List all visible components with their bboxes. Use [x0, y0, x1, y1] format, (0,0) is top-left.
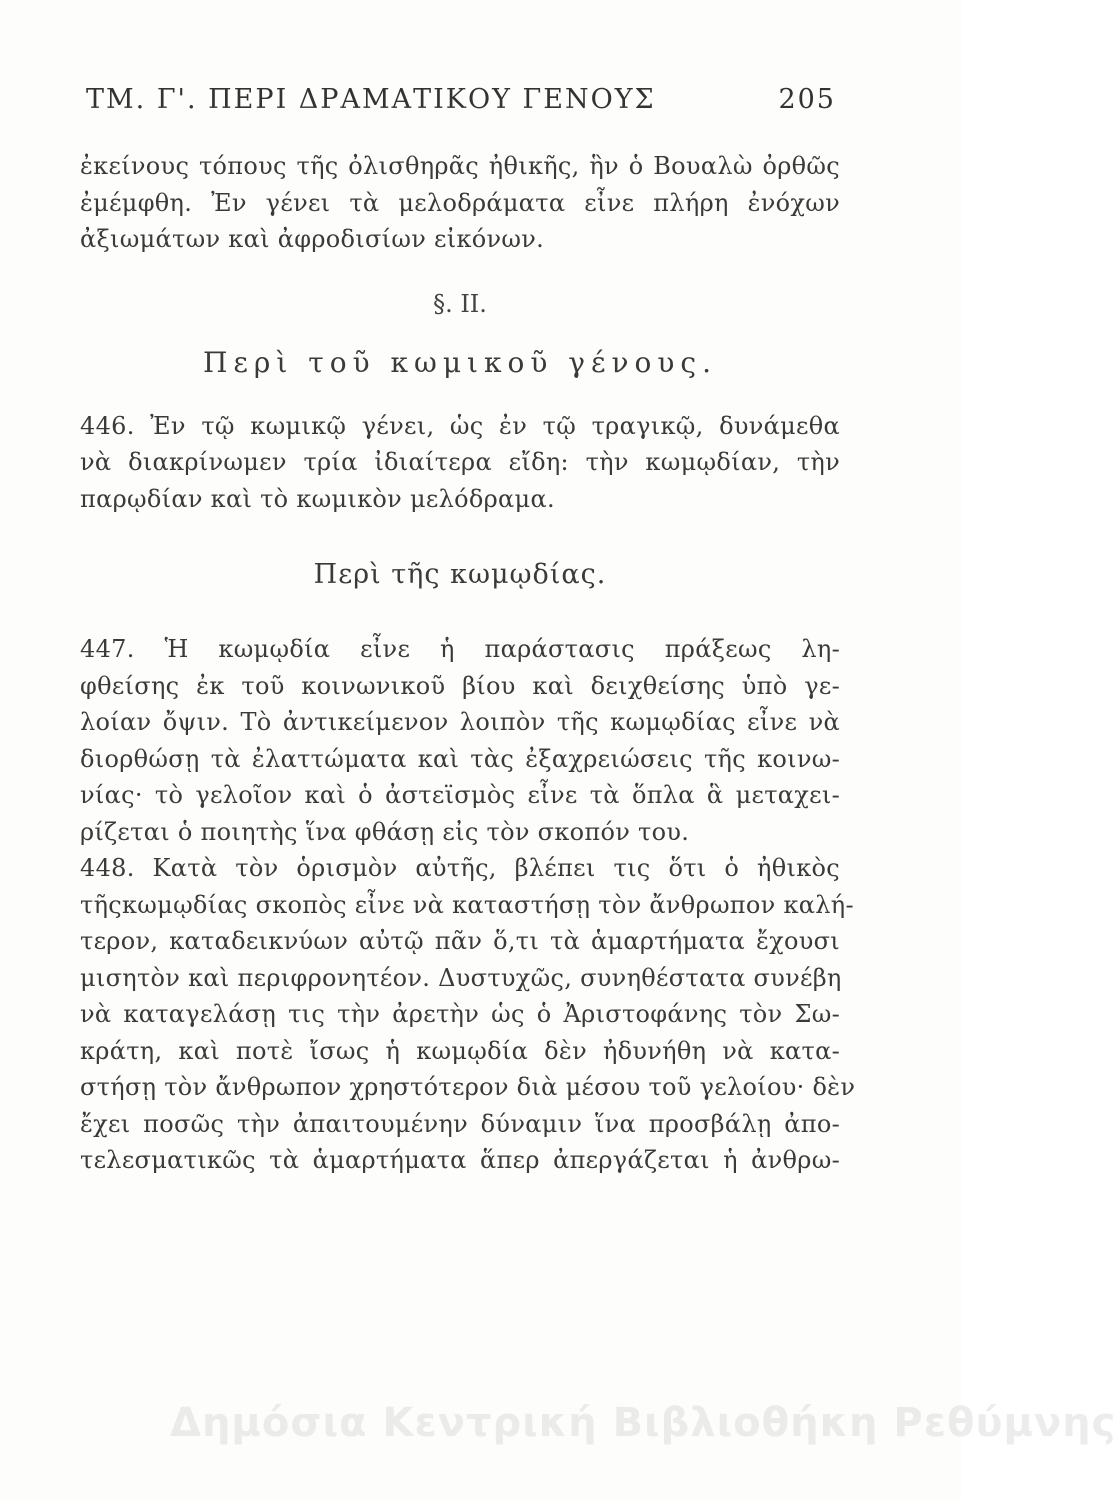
- library-watermark: Δημόσια Κεντρική Βιβλιοθήκη Ρεθύμνης: [170, 1400, 1116, 1446]
- running-head: [86, 84, 836, 115]
- text-line: μισητὸν καὶ περιφρονητέον. Δυστυχῶς, συνηθέστατα συνέβη: [80, 963, 842, 992]
- paragraph-446: [80, 408, 840, 518]
- text-line: νίας· τὸ γελοῖον καὶ ὁ ἀστεϊσμὸς εἶνε τὰ ὅπλα ἃ μεταχει-: [80, 781, 840, 809]
- text-line: κράτη, καὶ ποτὲ ἴσως ἡ κωμῳδία δὲν ἠδυνήθη νὰ κατα-: [80, 1036, 840, 1065]
- text-line: 446. Ἐν τῷ κωμικῷ γένει, ὡς ἐν τῷ τραγικῷ, δυνάμεθα: [80, 411, 840, 440]
- text-line: παρῳδίαν καὶ τὸ κωμικὸν μελόδραμα.: [80, 484, 555, 513]
- text-line: ρίζεται ὁ ποιητὴς ἵνα φθάσῃ εἰς τὸν σκοπόν του.: [80, 817, 690, 846]
- text-line: διορθώσῃ τὰ ἐλαττώματα καὶ τὰς ἐξαχρειώσεις τῆς κοινω-: [80, 744, 840, 773]
- page-number: 205: [778, 84, 836, 115]
- paragraph-448: [80, 850, 856, 1179]
- text-line: 447. Ἡ κωμῳδία εἶνε ἡ παράστασις πράξεως λη-: [80, 635, 840, 663]
- text-line: φθείσης ἐκ τοῦ κοινωνικοῦ βίου καὶ δειχθείσης ὑπὸ γε-: [80, 671, 840, 700]
- text-line: ἐκείνους τόπους τῆς ὀλισθηρᾶς ἠθικῆς, ἣν ὁ Βουαλὼ ὀρθῶς: [80, 152, 840, 180]
- text-line: τερον, καταδεικνύων αὐτῷ πᾶν ὅ,τι τὰ ἁμαρτήματα ἔχουσι: [80, 927, 840, 955]
- text-line: ἀξιωμάτων καὶ ἀφροδισίων εἰκόνων.: [80, 225, 545, 253]
- paragraph-447: [80, 631, 840, 850]
- text-line: νὰ καταγελάσῃ τις τὴν ἀρετὴν ὡς ὁ Ἀριστοφάνης τὸν Σω-: [80, 1000, 840, 1028]
- text-line: νὰ διακρίνωμεν τρία ἰδιαίτερα εἴδη: τὴν κωμῳδίαν, τὴν: [80, 448, 840, 476]
- opening-paragraph: [80, 148, 840, 258]
- running-head-title: ΤΜ. Γ'. ΠΕΡΙ ΔΡΑΜΑΤΙΚΟΥ ΓΕΝΟΥΣ: [86, 84, 656, 115]
- text-line: στήσῃ τὸν ἄνθρωπον χρηστότερον διὰ μέσου τοῦ γελοίου· δὲν: [80, 1073, 856, 1101]
- text-line: τῆςκωμῳδίας σκοπὸς εἶνε νὰ καταστήσῃ τὸν ἄνθρωπον καλή-: [80, 890, 854, 919]
- text-line: τελεσματικῶς τὰ ἁμαρτήματα ἅπερ ἀπεργάζεται ἡ ἀνθρω-: [80, 1146, 840, 1174]
- section-title: Περὶ τοῦ κωμικοῦ γένους.: [202, 345, 718, 379]
- text-line: ἔχει ποσῶς τὴν ἀπαιτουμένην δύναμιν ἵνα προσβάλῃ ἀπο-: [80, 1109, 840, 1138]
- subsection-title: Περὶ τῆς κωμῳδίας.: [313, 559, 607, 590]
- text-line: 448. Κατὰ τὸν ὁρισμὸν αὐτῆς, βλέπει τις ὅτι ὁ ἠθικὸς: [80, 854, 840, 882]
- section-number: §. II.: [433, 289, 487, 318]
- page-body: [80, 148, 856, 1179]
- text-line: λοίαν ὄψιν. Τὸ ἀντικείμενον λοιπὸν τῆς κωμῳδίας εἶνε νὰ: [80, 708, 840, 736]
- text-line: ἐμέμφθη. Ἐν γένει τὰ μελοδράματα εἶνε πλήρη ἐνόχων: [80, 188, 840, 217]
